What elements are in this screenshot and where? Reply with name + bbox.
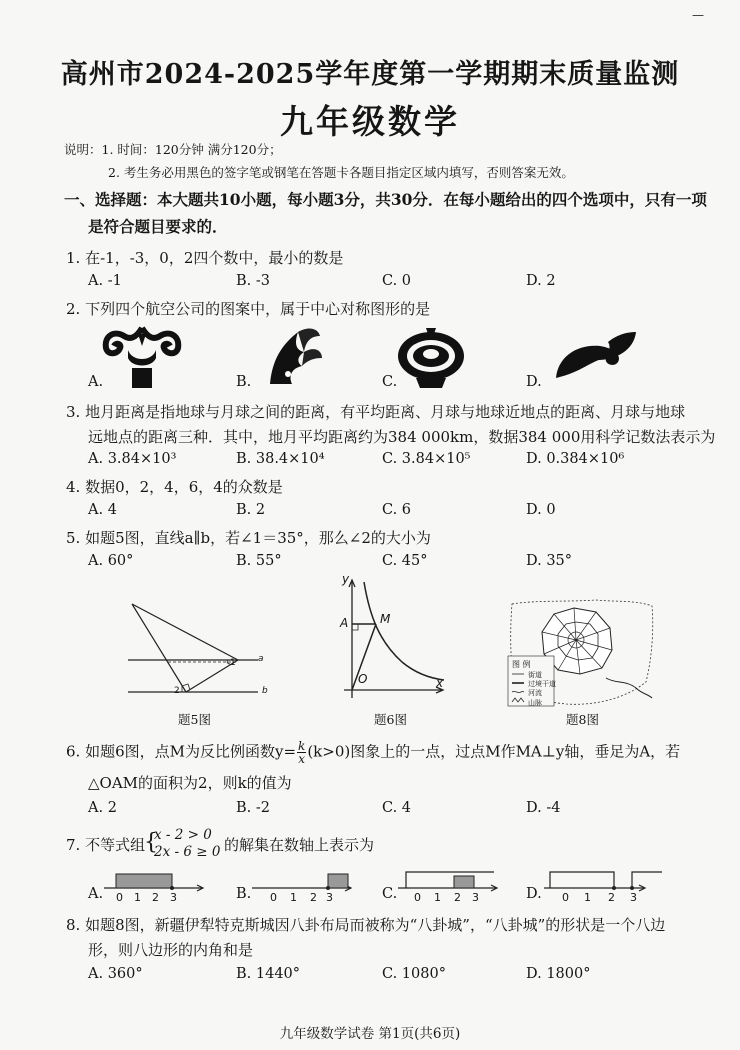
q2-option-b: B. bbox=[236, 374, 252, 390]
fig6-label-M: M bbox=[380, 612, 391, 626]
q7a-tick-2: 2 bbox=[152, 891, 159, 904]
q7-option-c: C. bbox=[382, 886, 398, 902]
figure-8-caption: 题8图 bbox=[566, 712, 599, 727]
fig8-legend-item-river: 河流 bbox=[528, 689, 542, 697]
q1-option-b: B. -3 bbox=[236, 273, 270, 289]
q7a-tick-1: 1 bbox=[134, 891, 141, 904]
section-heading: 一、选择题：本大题共10小题，每小题3分，共30分．在每小题给出的四个选项中，只有一项 bbox=[64, 190, 707, 209]
q1-option-a: A. -1 bbox=[88, 273, 122, 289]
q7a-tick-3: 3 bbox=[170, 891, 177, 904]
exam-subject: 九年级数学 bbox=[280, 102, 460, 141]
q6-stem-prefix: 6. 如题6图，点M为反比例函数y= bbox=[66, 742, 297, 761]
question-5-stem: 5. 如题5图，直线a∥b，若∠1＝35°，那么∠2的大小为 bbox=[66, 529, 431, 547]
question-4-stem: 4. 数据0，2，4，6，4的众数是 bbox=[66, 478, 283, 496]
q2-option-d: D. bbox=[526, 374, 542, 390]
q7-inequality-1: x - 2 > 0 bbox=[154, 827, 212, 843]
exam-title: 高州市2024-2025学年度第一学期期末质量监测 bbox=[60, 59, 680, 90]
fig5-label-angle2: 2 bbox=[174, 686, 180, 696]
q7b-tick-3: 3 bbox=[326, 891, 333, 904]
q4-option-b: B. 2 bbox=[236, 502, 266, 518]
q7-number-line-a bbox=[104, 866, 208, 892]
instruction-line-2: 2. 考生务必用黑色的签字笔或钢笔在答题卡各题目指定区域内填写，否则答案无效。 bbox=[108, 165, 574, 180]
q4-option-c: C. 6 bbox=[382, 502, 412, 518]
question-6-stem-2: △OAM的面积为2，则k的值为 bbox=[88, 774, 292, 792]
fig6-label-O: O bbox=[358, 672, 368, 686]
q7d-tick-1: 1 bbox=[584, 891, 591, 904]
figure-6-caption: 题6图 bbox=[374, 712, 407, 727]
q7-number-line-c bbox=[398, 866, 502, 892]
airline-logo-a bbox=[100, 324, 184, 390]
q3-option-c: C. 3.84×10⁵ bbox=[382, 451, 471, 467]
fig5-label-a: a bbox=[258, 654, 264, 664]
airline-logo-c bbox=[396, 326, 466, 390]
q3-option-a: A. 3.84×10³ bbox=[88, 451, 177, 467]
q7a-tick-0: 0 bbox=[116, 891, 123, 904]
fig6-label-A: A bbox=[340, 616, 349, 630]
question-6-stem bbox=[66, 740, 680, 765]
question-7-stem-prefix: 7. 不等式组 bbox=[66, 836, 146, 854]
fig8-legend-title: 图 例 bbox=[512, 660, 531, 669]
q8-option-b: B. 1440° bbox=[236, 966, 301, 982]
question-8-stem-2: 形，则八边形的内角和是 bbox=[88, 941, 254, 959]
figure-5-caption: 题5图 bbox=[178, 712, 211, 727]
q1-option-c: C. 0 bbox=[382, 273, 412, 289]
q6-option-a: A. 2 bbox=[88, 800, 117, 816]
q5-option-a: A. 60° bbox=[88, 553, 134, 569]
q7-inequality-2: 2x - 6 ≥ 0 bbox=[154, 844, 221, 860]
q7-option-b: B. bbox=[236, 886, 252, 902]
instruction-line-1: 说明：1. 时间：120分钟 满分120分； bbox=[64, 142, 282, 157]
q7c-tick-1: 1 bbox=[434, 891, 441, 904]
q1-option-d: D. 2 bbox=[526, 273, 556, 289]
q8-option-c: C. 1080° bbox=[382, 966, 446, 982]
q7-option-d: D. bbox=[526, 886, 542, 902]
q3-option-d: D. 0.384×10⁶ bbox=[526, 451, 625, 467]
page-footer: 九年级数学试卷 第1页(共6页) bbox=[279, 1026, 461, 1042]
airline-logo-b bbox=[258, 322, 328, 392]
airline-logo-d bbox=[548, 326, 644, 386]
q6-option-b: B. -2 bbox=[236, 800, 270, 816]
q7c-tick-0: 0 bbox=[414, 891, 421, 904]
q8-option-a: A. 360° bbox=[88, 966, 143, 982]
corner-mark: — bbox=[692, 8, 704, 22]
q7c-tick-2: 2 bbox=[454, 891, 461, 904]
q7-number-line-d bbox=[544, 866, 664, 892]
q7-brace: { bbox=[144, 830, 158, 855]
q7-option-a: A. bbox=[88, 886, 104, 902]
q5-option-c: C. 45° bbox=[382, 553, 428, 569]
figure-6-diagram bbox=[340, 578, 450, 702]
q7d-tick-2: 2 bbox=[608, 891, 615, 904]
q3-option-b: B. 38.4×10⁴ bbox=[236, 451, 325, 467]
fig8-legend-item-street: 街道 bbox=[528, 671, 542, 679]
q6-stem-suffix: (k>0)图象上的一点，过点M作MA⊥y轴，垂足为A，若 bbox=[307, 742, 681, 761]
fig8-legend-item-highway: 过境干道 bbox=[528, 680, 556, 688]
q7d-tick-0: 0 bbox=[562, 891, 569, 904]
q7b-tick-0: 0 bbox=[270, 891, 277, 904]
question-2-stem: 2. 下列四个航空公司的图案中，属于中心对称图形的是 bbox=[66, 300, 431, 318]
q7b-tick-1: 1 bbox=[290, 891, 297, 904]
fig8-legend-item-mountain: 山脉 bbox=[528, 699, 542, 707]
q7b-tick-2: 2 bbox=[310, 891, 317, 904]
question-1-stem: 1. 在-1，-3，0，2四个数中，最小的数是 bbox=[66, 249, 344, 267]
q8-option-d: D. 1800° bbox=[526, 966, 591, 982]
question-7-stem-suffix: 的解集在数轴上表示为 bbox=[224, 836, 375, 854]
q7c-tick-3: 3 bbox=[472, 891, 479, 904]
q4-option-a: A. 4 bbox=[88, 502, 117, 518]
figure-5-diagram bbox=[118, 600, 278, 708]
q6-option-d: D. -4 bbox=[526, 800, 561, 816]
fig6-label-x: x bbox=[436, 676, 444, 690]
q6-option-c: C. 4 bbox=[382, 800, 412, 816]
q5-option-b: B. 55° bbox=[236, 553, 282, 569]
fig6-label-y: y bbox=[342, 572, 350, 586]
q2-option-c: C. bbox=[382, 374, 398, 390]
question-3-stem-1: 3. 地月距离是指地球与月球之间的距离，有平均距离、月球与地球近地点的距离、月球与地球 bbox=[66, 403, 686, 421]
question-3-stem-2: 远地点的距离三种．其中，地月平均距离约为384 000km，数据384 000用科学记数法表示为 bbox=[88, 428, 716, 446]
q5-option-d: D. 35° bbox=[526, 553, 573, 569]
fig5-label-b: b bbox=[262, 686, 268, 696]
q6-fraction-num: k bbox=[298, 739, 306, 753]
q4-option-d: D. 0 bbox=[526, 502, 556, 518]
section-heading-cont: 是符合题目要求的． bbox=[88, 217, 228, 236]
q6-fraction bbox=[297, 740, 306, 765]
q6-fraction-den: x bbox=[298, 752, 306, 766]
fig5-label-angle1: 1 bbox=[230, 658, 236, 668]
question-8-stem-1: 8. 如题8图，新疆伊犁特克斯城因八卦布局而被称为“八卦城”，“八卦城”的形状是一个八边 bbox=[66, 916, 666, 934]
q7-number-line-b bbox=[252, 866, 356, 892]
q2-option-a: A. bbox=[88, 374, 104, 390]
q7d-tick-3: 3 bbox=[630, 891, 637, 904]
